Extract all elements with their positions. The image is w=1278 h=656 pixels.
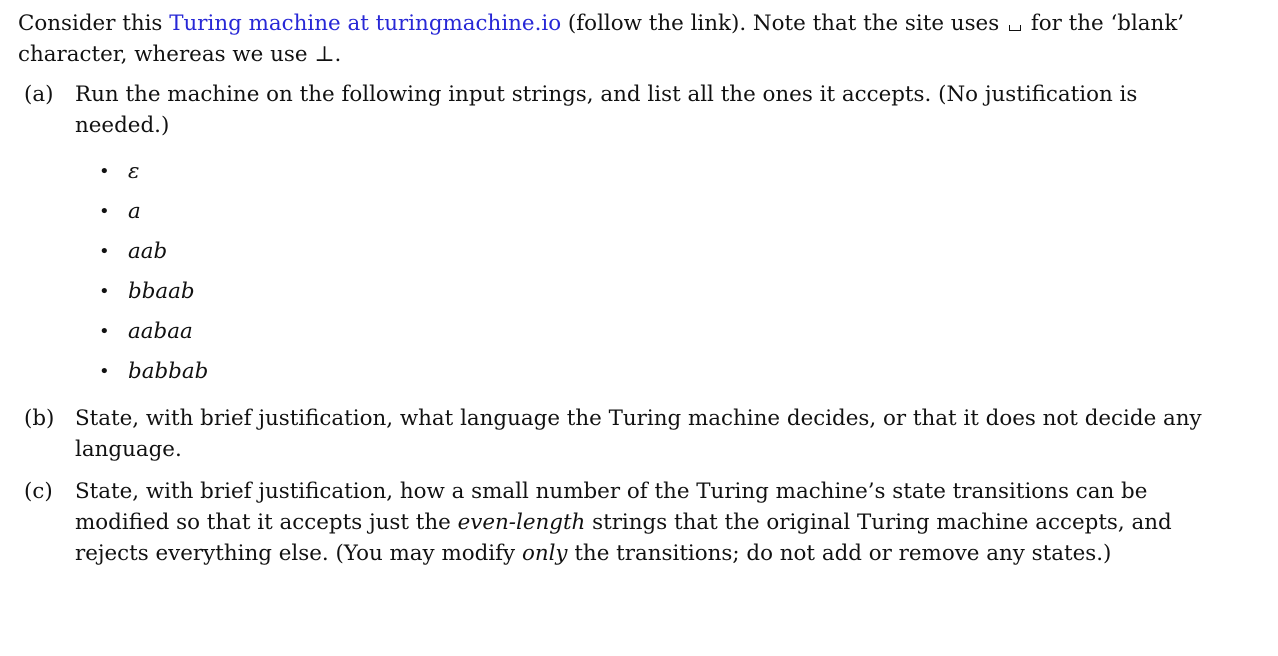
- part-text-segment: State, with brief justification, how a small number of the Turing machine’s state transitions can be modified so that it accepts just the: [75, 479, 1148, 535]
- bullet-icon: •: [99, 161, 110, 182]
- input-string: a: [128, 199, 141, 224]
- part-label: (c): [24, 479, 53, 504]
- question-parts-list: [18, 79, 1208, 569]
- part-label: (b): [24, 406, 55, 431]
- bullet-icon: •: [99, 361, 110, 382]
- input-string-item: [75, 312, 1208, 352]
- input-string-item: [75, 272, 1208, 312]
- input-string-item: [75, 152, 1208, 192]
- part-label: (a): [24, 82, 54, 107]
- intro-text-after-blank: for the ‘blank’ character, whereas we use ⊥.: [18, 11, 1185, 67]
- input-string: aab: [128, 239, 168, 264]
- part-text: State, with brief justification, what language the Turing machine decides, or that it does not decide any language.: [75, 406, 1202, 462]
- emphasis-even-length: even-length: [457, 510, 586, 535]
- bullet-icon: •: [99, 241, 110, 262]
- part-text: Run the machine on the following input strings, and list all the ones it accepts. (No justification is needed.): [75, 82, 1138, 138]
- input-string-item: [75, 192, 1208, 232]
- input-string: ε: [128, 159, 140, 184]
- intro-text-before-link: Consider this: [18, 11, 170, 36]
- input-string-item: [75, 352, 1208, 392]
- question-part-b: [18, 403, 1208, 465]
- bullet-icon: •: [99, 321, 110, 342]
- blank-symbol-icon: [1009, 25, 1021, 31]
- input-string: bbaab: [128, 279, 195, 304]
- part-text-segment: strings that the original Turing machine accepts, and rejects everything else. (You may modify: [75, 510, 1172, 566]
- input-strings-list: [75, 152, 1208, 392]
- input-string: babbab: [128, 359, 209, 384]
- input-string-item: [75, 232, 1208, 272]
- intro-text-after-link: (follow the link). Note that the site uses: [561, 11, 1000, 36]
- exercise-document: [18, 8, 1208, 580]
- part-text-segment: the transitions; do not add or remove any states.): [567, 541, 1112, 566]
- bullet-icon: •: [99, 281, 110, 302]
- input-string: aabaa: [128, 319, 193, 344]
- turingmachine-link[interactable]: Turing machine at turingmachine.io: [169, 11, 562, 36]
- question-part-c: [18, 476, 1208, 569]
- intro-paragraph: [18, 8, 1208, 70]
- question-part-a: [18, 79, 1208, 392]
- emphasis-only: only: [521, 541, 568, 566]
- bullet-icon: •: [99, 201, 110, 222]
- part-text: [75, 476, 1208, 569]
